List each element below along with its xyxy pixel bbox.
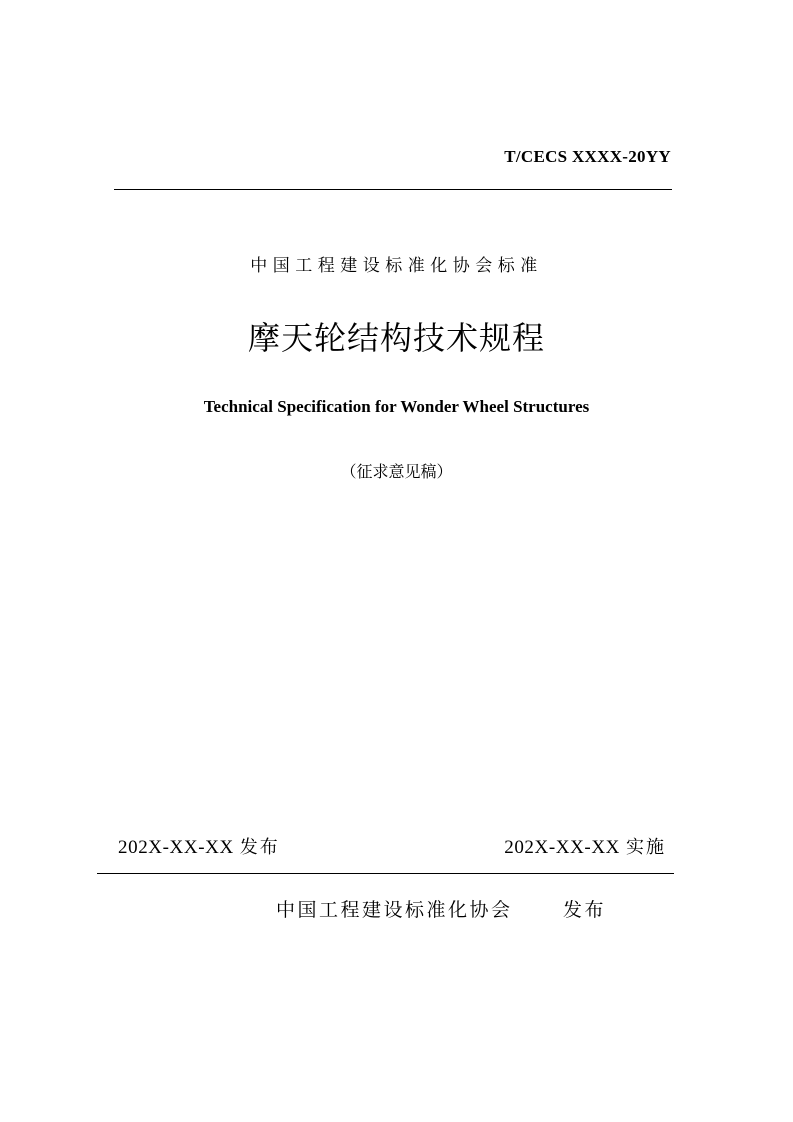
issue-date-line [118, 833, 280, 859]
effective-date: 202X-XX-XX [504, 837, 620, 858]
issue-date: 202X-XX-XX [118, 837, 234, 858]
standard-code: T/CECS XXXX-20YY [504, 147, 671, 166]
org-standard-line: 中国工程建设标准化协会标准 [250, 256, 543, 276]
bottom-divider [97, 873, 674, 874]
document-title-en: Technical Specification for Wonder Wheel Structures [203, 397, 590, 416]
effective-date-line [504, 833, 666, 859]
top-divider [114, 189, 672, 190]
issue-label: 发布 [239, 837, 280, 858]
document-title-cn: 摩天轮结构技术规程 [247, 319, 545, 357]
effective-label: 实施 [626, 837, 666, 858]
draft-status-note: （征求意见稿） [340, 462, 453, 481]
publish-label: 发布 [563, 899, 607, 921]
publisher-name: 中国工程建设标准化协会 [276, 899, 513, 921]
